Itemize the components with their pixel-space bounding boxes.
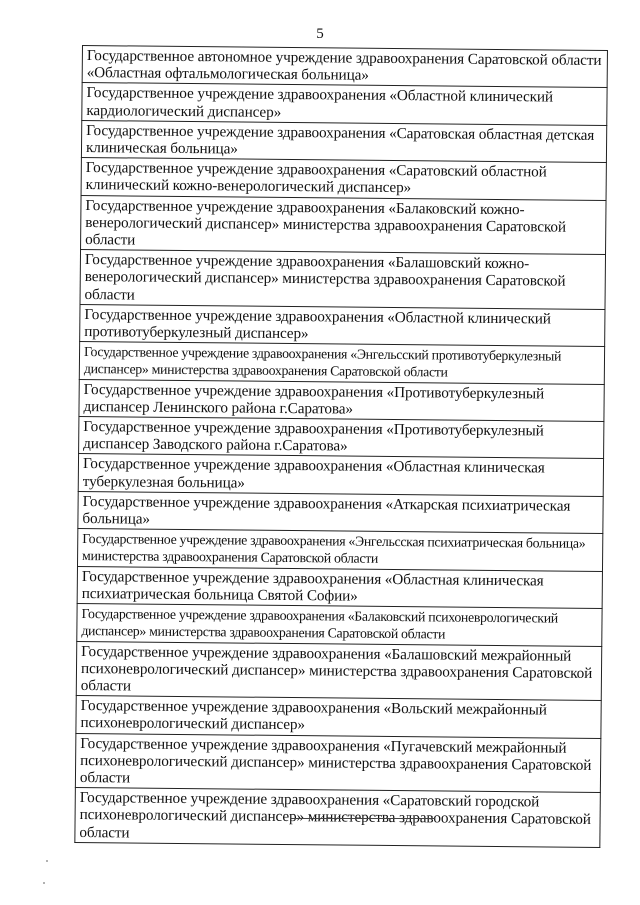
scan-speck [43,882,45,884]
end-separator-line [290,818,435,819]
table-row: Государственное учреждение здравоохранения «Областная клиническая туберкулезная больница» [78,454,604,496]
table-row: Государственное учреждение здравоохранения «Балаковский психоневрологический диспансер» министерства здравоохранения Саратовской области [76,604,602,646]
table-row: Государственное учреждение здравоохранения «Балаковский кожно-венерологический диспансер» министерства здравоохранения Саратовской области [80,196,607,256]
table-row: Государственное учреждение здравоохранения «Энгельсский противотуберкулезный диспансер» министерства здравоохранения Саратовской области [79,342,605,384]
table-row: Государственное учреждение здравоохранения «Балашовский межрайонный психоневрологический диспансер» министерства здравоохранения Саратовской области [76,641,603,701]
table-row: Государственное учреждение здравоохранения «Аткарская психиатрическая больница» [77,492,603,534]
table-row: Государственное учреждение здравоохранения «Противотуберкулезный диспансер Заводского района г.Саратова» [78,417,604,459]
table-row: Государственное учреждение здравоохранения «Противотуберкулезный диспансер Ленинского района г.Саратова» [78,380,604,422]
table-row: Государственное учреждение здравоохранения «Областной клинический противотуберкулезный диспансер» [79,305,605,347]
table-row: Государственное учреждение здравоохранения «Энгельсская психиатрическая больница» министерства здравоохранения Саратовской области [77,529,603,571]
table-row: Государственное учреждение здравоохранения «Саратовский областной клинический кожно-венерологический диспансер» [81,158,607,200]
scan-speck [46,860,48,862]
table-row: Государственное учреждение здравоохранения «Саратовский городской психоневрологический диспансер» министерства здравоохранения Саратовской области [74,788,601,848]
table-row: Государственное учреждение здравоохранения «Пугачевский межрайонный психоневрологический диспансер» министерства здравоохранения Саратовской области [75,733,601,793]
table-row: Государственное учреждение здравоохранения «Областной клинический кардиологический диспансер» [81,83,607,125]
table-row: Государственное автономное учреждение здравоохранения Саратовской области «Областная офтальмологическая больница» [82,46,608,88]
table-row: Государственное учреждение здравоохранения «Областная клиническая психиатрическая больница Святой Софии» [77,567,603,609]
page-number: 5 [316,26,324,42]
table-row: Государственное учреждение здравоохранения «Балашовский кожно-венерологический диспансер» министерства здравоохранения Саратовской области [80,250,606,310]
institutions-table [74,45,608,848]
table-row: Государственное учреждение здравоохранения «Вольский межрайонный психоневрологический диспансер» [75,696,601,738]
table-row: Государственное учреждение здравоохранения «Саратовская областная детская клиническая больница» [81,121,607,163]
